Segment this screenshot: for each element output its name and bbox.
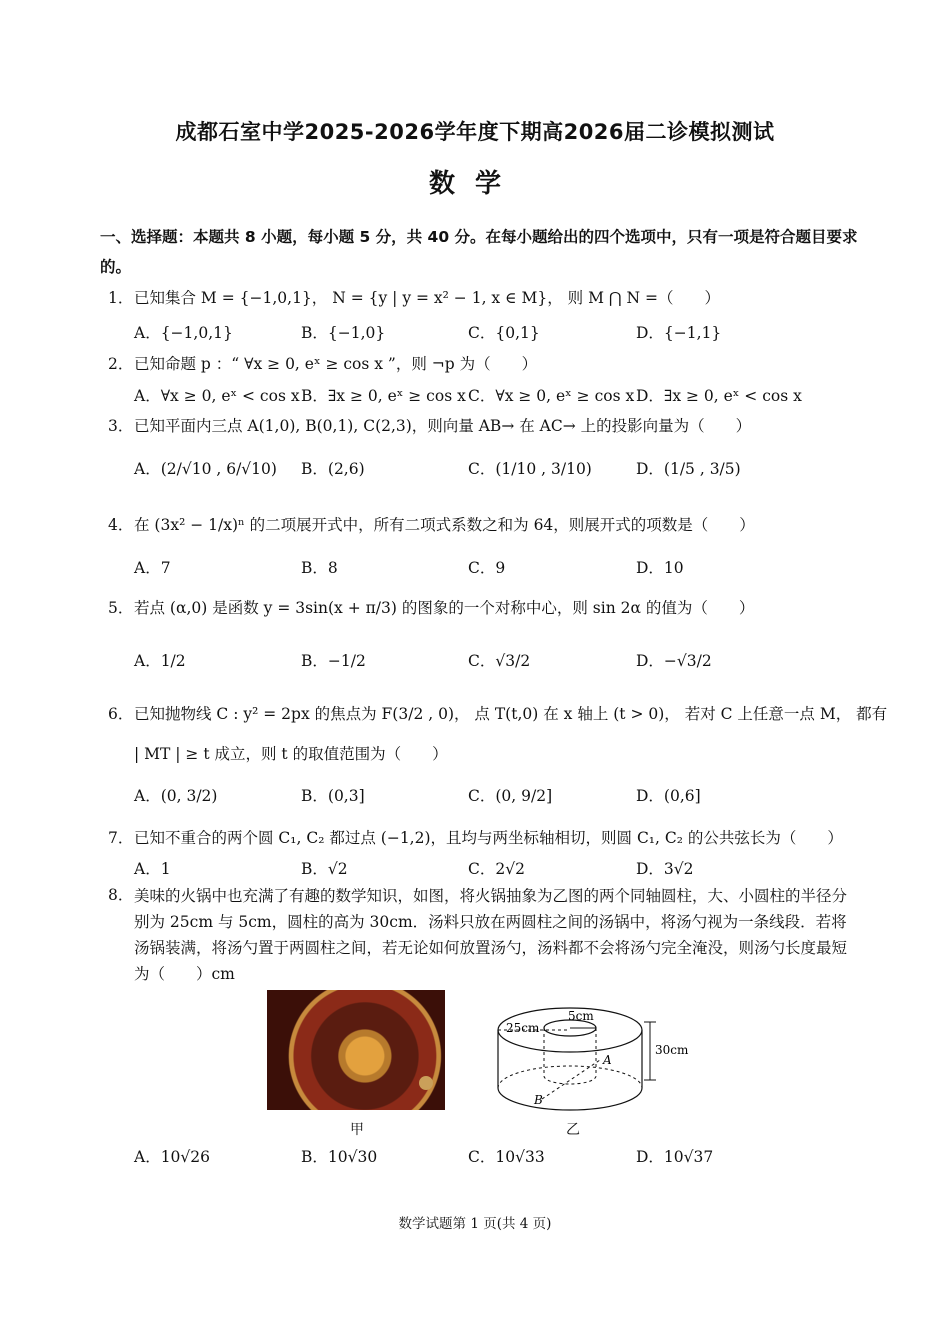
- question-7: [108, 826, 843, 848]
- option-a: A．1/2: [134, 652, 186, 670]
- option-a: A．1: [134, 860, 171, 878]
- hotpot-photo: [267, 990, 445, 1110]
- option-c: C．(1/10 , 3/10): [468, 460, 592, 478]
- exam-title: 成都石室中学2025-2026学年度下期高2026届二诊模拟测试: [175, 120, 775, 144]
- question-number: 6．: [108, 705, 134, 723]
- question-6: [108, 702, 887, 724]
- option-b: B．(2,6): [301, 460, 365, 478]
- question-3: [108, 414, 751, 436]
- question-stem: 若点 (α,0) 是函数 y = 3sin(x + π/3) 的图象的一个对称中心，则 sin 2α 的值为（ ）: [134, 599, 755, 617]
- question-8-stem: 美味的火锅中也充满了有趣的数学知识，如图，将火锅抽象为乙图的两个同轴圆柱，大、小圆柱的半径分别为 25cm 与 5cm，圆柱的高为 30cm．汤料只放在两圆柱之间的汤锅中，将汤勺视为一条线段．若将汤锅装满，将汤勺置于两圆柱之间，若无论如何放置汤勺，汤料都不会将汤勺完全淹没，则汤勺长度最短为（ ）cm: [134, 887, 848, 983]
- option-b: B．{−1,0}: [301, 324, 386, 342]
- question-stem: 已知集合 M = {−1,0,1}， N = {y | y = x² − 1, x ∈ M}， 则 M ⋂ N =（ ）: [134, 289, 720, 307]
- option-c: C．2√2: [468, 860, 525, 878]
- section-heading: 一、选择题：本题共 8 小题，每小题 5 分，共 40 分。在每小题给出的四个选项中，只有一项是符合题目要求的。: [100, 228, 858, 276]
- label-r-small: 5cm: [568, 1009, 594, 1023]
- option-b: B．8: [301, 559, 338, 577]
- option-a: A．∀x ≥ 0, eˣ < cos x: [134, 387, 300, 405]
- option-b: B．(0,3]: [301, 787, 365, 805]
- option-c: C．∀x ≥ 0, eˣ ≥ cos x: [468, 387, 635, 405]
- option-c: C．10√33: [468, 1148, 545, 1166]
- question-number: 7．: [108, 829, 134, 847]
- subject-title: 数学: [428, 169, 521, 199]
- question-number: 2．: [108, 355, 134, 373]
- spoon-icon: [419, 1076, 433, 1090]
- question-number: 4．: [108, 516, 134, 534]
- option-a: A．7: [134, 559, 171, 577]
- question-stem: 已知抛物线 C : y² = 2px 的焦点为 F(3/2 , 0)， 点 T(t,0) 在 x 轴上 (t > 0)， 若对 C 上任意一点 M， 都有: [134, 705, 888, 723]
- option-d: D．∃x ≥ 0, eˣ < cos x: [636, 387, 802, 405]
- option-c: C．√3/2: [468, 652, 531, 670]
- option-d: D．10: [636, 559, 684, 577]
- question-1: [108, 286, 720, 308]
- question-8-number: 8．: [108, 886, 134, 904]
- question-stem: 在 (3x² − 1/x)ⁿ 的二项展开式中，所有二项式系数之和为 64，则展开式的项数是（ ）: [134, 516, 755, 534]
- option-a: A．(0, 3/2): [134, 787, 218, 805]
- label-point-b: B: [534, 1093, 543, 1107]
- option-d: D．(1/5 , 3/5): [636, 460, 741, 478]
- option-c: C．9: [468, 559, 506, 577]
- option-d: D．{−1,1}: [636, 324, 722, 342]
- option-b: B．√2: [301, 860, 348, 878]
- option-d: D．−√3/2: [636, 652, 712, 670]
- question-2: [108, 352, 537, 374]
- question-stem: 已知不重合的两个圆 C₁, C₂ 都过点 (−1,2)，且均与两坐标轴相切，则圆 C₁, C₂ 的公共弦长为（ ）: [134, 829, 843, 847]
- label-point-a: A: [603, 1053, 612, 1067]
- question-stem: 已知命题 p ：“ ∀x ≥ 0, eˣ ≥ cos x ”，则 ¬p 为（ ）: [134, 355, 538, 373]
- cylinder-diagram: [490, 1000, 700, 1118]
- question-number: 1．: [108, 289, 134, 307]
- label-r-large: 25cm: [506, 1021, 540, 1035]
- question-6-line2: | MT | ≥ t 成立，则 t 的取值范围为（ ）: [134, 745, 448, 763]
- option-b: B．10√30: [301, 1148, 378, 1166]
- option-a: A．{−1,0,1}: [134, 324, 233, 342]
- question-stem: 已知平面内三点 A(1,0), B(0,1), C(2,3)，则向量 AB→ 在 AC→ 上的投影向量为（ ）: [134, 417, 752, 435]
- option-c: C．{0,1}: [468, 324, 540, 342]
- option-c: C．(0, 9/2]: [468, 787, 553, 805]
- figure-caption-right: 乙: [566, 1122, 580, 1138]
- question-number: 3．: [108, 417, 134, 435]
- figure-caption-left: 甲: [350, 1122, 364, 1138]
- option-d: D．10√37: [636, 1148, 714, 1166]
- option-a: A．10√26: [134, 1148, 211, 1166]
- page-footer: 数学试题第 1 页(共 4 页): [398, 1216, 552, 1232]
- option-a: A．(2/√10 , 6/√10): [134, 460, 277, 478]
- option-d: D．(0,6]: [636, 787, 701, 805]
- question-number: 5．: [108, 599, 134, 617]
- option-b: B．−1/2: [301, 652, 366, 670]
- option-d: D．3√2: [636, 860, 694, 878]
- label-height: 30cm: [655, 1043, 689, 1057]
- question-4: [108, 513, 755, 535]
- question-5: [108, 596, 754, 618]
- option-b: B．∃x ≥ 0, eˣ ≥ cos x: [301, 387, 466, 405]
